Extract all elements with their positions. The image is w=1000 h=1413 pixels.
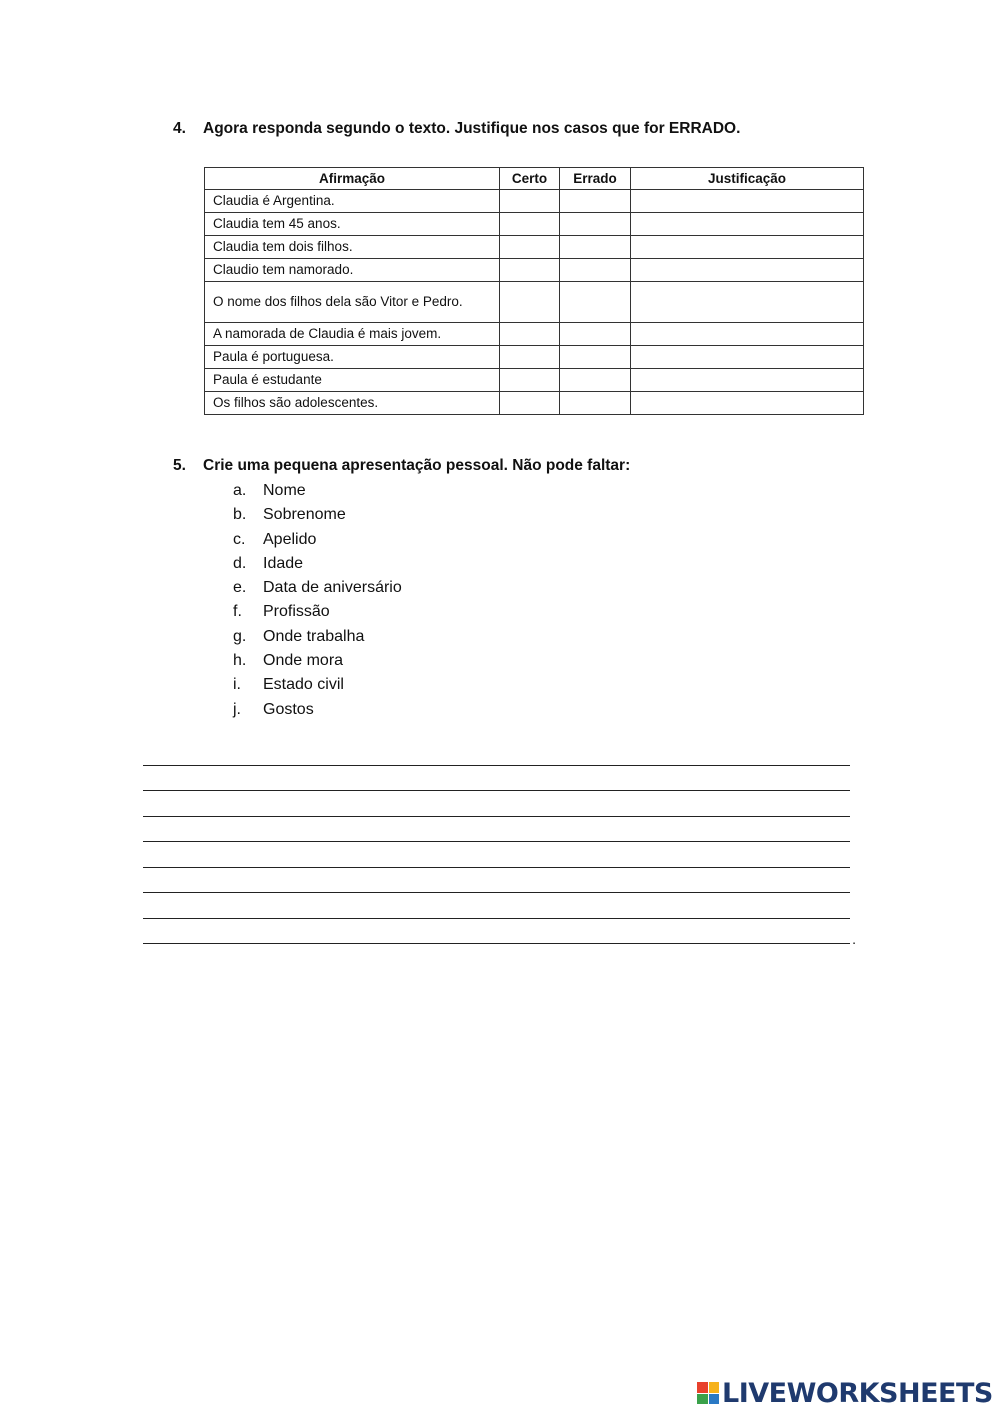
logo-square-yellow: [709, 1382, 720, 1393]
list-label: Apelido: [263, 530, 317, 548]
statement-cell: Paula é estudante: [205, 369, 500, 392]
justification-cell[interactable]: [631, 282, 864, 323]
justification-cell[interactable]: [631, 259, 864, 282]
certo-cell[interactable]: [500, 282, 560, 323]
list-label: Onde mora: [263, 652, 344, 670]
statement-cell: Claudia tem dois filhos.: [205, 236, 500, 259]
true-false-table: [204, 167, 864, 415]
justification-cell[interactable]: [631, 392, 864, 415]
list-label: Sobrenome: [263, 506, 346, 524]
list-letter: b.: [233, 506, 247, 524]
certo-cell[interactable]: [500, 236, 560, 259]
certo-cell[interactable]: [500, 392, 560, 415]
list-item: [233, 503, 402, 527]
logo-square-blue: [709, 1394, 720, 1405]
question-number: 4.: [173, 120, 186, 137]
liveworksheets-icon: [697, 1382, 719, 1404]
list-letter: g.: [233, 627, 247, 645]
list-label: Nome: [263, 482, 306, 499]
certo-cell[interactable]: [500, 259, 560, 282]
statement-cell: A namorada de Claudia é mais jovem.: [205, 323, 500, 346]
question-5-heading: [173, 457, 630, 475]
list-label: Estado civil: [263, 676, 344, 694]
table-row: [205, 282, 864, 323]
list-label: Onde trabalha: [263, 627, 365, 645]
certo-cell[interactable]: [500, 369, 560, 392]
errado-cell[interactable]: [560, 259, 631, 282]
table-row: [205, 346, 864, 369]
table-row: [205, 213, 864, 236]
list-item: [233, 479, 402, 503]
certo-cell[interactable]: [500, 213, 560, 236]
statement-cell: Paula é portuguesa.: [205, 346, 500, 369]
writing-line[interactable]: [143, 791, 850, 817]
list-letter: f.: [233, 603, 242, 621]
table-row: [205, 369, 864, 392]
list-item: [233, 649, 402, 673]
logo-square-green: [697, 1394, 708, 1405]
list-letter: d.: [233, 554, 247, 572]
writing-line[interactable]: [143, 842, 850, 868]
statement-cell: Os filhos são adolescentes.: [205, 392, 500, 415]
certo-cell[interactable]: [500, 323, 560, 346]
header-errado: Errado: [560, 168, 631, 190]
errado-cell[interactable]: [560, 323, 631, 346]
certo-cell[interactable]: [500, 190, 560, 213]
writing-area[interactable]: [143, 740, 856, 947]
requirements-list: [233, 479, 402, 722]
list-letter: h.: [233, 652, 247, 670]
errado-cell[interactable]: [560, 282, 631, 323]
list-item: [233, 673, 402, 697]
writing-line[interactable]: [143, 919, 856, 947]
table-row: [205, 236, 864, 259]
final-period: .: [852, 931, 856, 947]
header-afirmacao: Afirmação: [205, 168, 500, 190]
logo-square-red: [697, 1382, 708, 1393]
justification-cell[interactable]: [631, 190, 864, 213]
list-item: [233, 576, 402, 600]
table-row: [205, 323, 864, 346]
justification-cell[interactable]: [631, 236, 864, 259]
statement-cell: Claudia tem 45 anos.: [205, 213, 500, 236]
writing-line[interactable]: [143, 893, 850, 919]
writing-line[interactable]: [143, 868, 850, 894]
liveworksheets-logo: [697, 1376, 993, 1410]
table-row: [205, 259, 864, 282]
question-4-heading: [173, 120, 740, 138]
list-label: Profissão: [263, 603, 330, 621]
errado-cell[interactable]: [560, 236, 631, 259]
question-text: Crie uma pequena apresentação pessoal. Não pode faltar:: [203, 457, 631, 474]
header-certo: Certo: [500, 168, 560, 190]
list-label: Idade: [263, 554, 304, 572]
certo-cell[interactable]: [500, 346, 560, 369]
list-label: Data de aniversário: [263, 579, 402, 597]
statement-cell: O nome dos filhos dela são Vitor e Pedro.: [205, 282, 500, 323]
list-item: [233, 600, 402, 624]
justification-cell[interactable]: [631, 346, 864, 369]
errado-cell[interactable]: [560, 369, 631, 392]
list-item: [233, 625, 402, 649]
justification-cell[interactable]: [631, 213, 864, 236]
list-letter: j.: [233, 700, 241, 718]
list-item: [233, 552, 402, 576]
errado-cell[interactable]: [560, 392, 631, 415]
list-item: [233, 528, 402, 552]
list-letter: a.: [233, 482, 247, 499]
statement-cell: Claudia é Argentina.: [205, 190, 500, 213]
justification-cell[interactable]: [631, 323, 864, 346]
table-row: [205, 392, 864, 415]
question-number: 5.: [173, 457, 186, 474]
header-justificacao: Justificação: [631, 168, 864, 190]
writing-line[interactable]: [143, 817, 850, 843]
statement-cell: Claudio tem namorado.: [205, 259, 500, 282]
list-item: [233, 698, 402, 722]
errado-cell[interactable]: [560, 190, 631, 213]
writing-line[interactable]: [143, 740, 850, 766]
errado-cell[interactable]: [560, 213, 631, 236]
list-label: Gostos: [263, 700, 314, 718]
list-letter: e.: [233, 579, 247, 597]
table-header-row: [205, 168, 864, 190]
list-letter: i.: [233, 676, 241, 694]
list-letter: c.: [233, 530, 246, 548]
table-row: [205, 190, 864, 213]
logo-text: LIVEWORKSHEETS: [722, 1377, 993, 1409]
justification-cell[interactable]: [631, 369, 864, 392]
question-text: Agora responda segundo o texto. Justifique nos casos que for ERRADO.: [203, 120, 741, 137]
errado-cell[interactable]: [560, 346, 631, 369]
writing-line[interactable]: [143, 766, 850, 792]
